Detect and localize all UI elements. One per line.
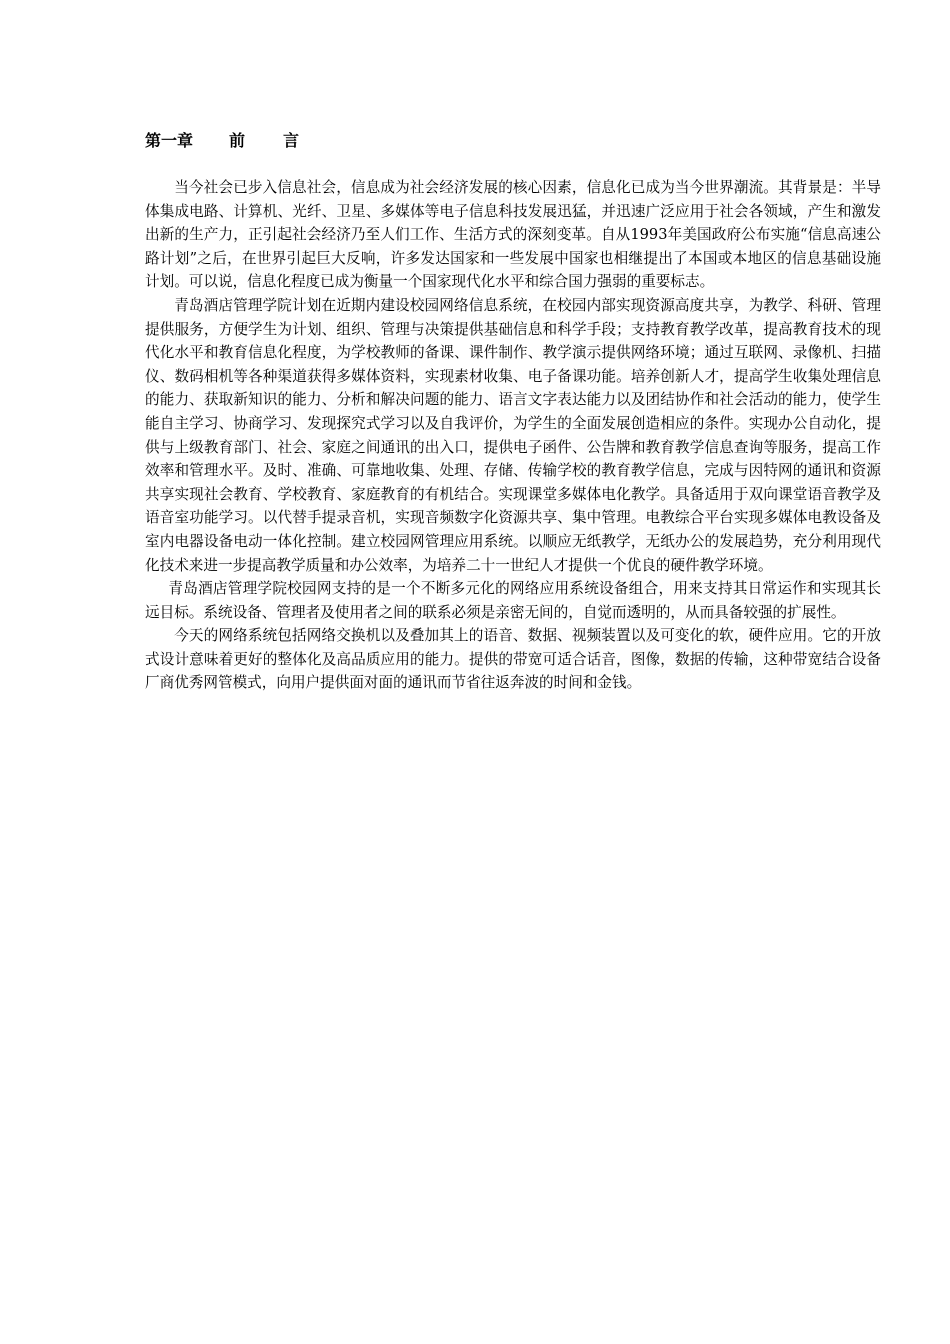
paragraph-network-system: 今天的网络系统包括网络交换机以及叠加其上的语音、数据、视频装置以及可变化的软，硬件应用。它的开放式设计意味着更好的整体化及高品质应用的能力。提供的带宽可适合话音，图像，数据的传输，这种带宽结合设备厂商优秀网管模式，向用户提供面对面的通讯而节省往返奔波的时间和金钱。 xyxy=(145,627,881,692)
chapter-title-char-1: 前 xyxy=(229,131,246,150)
paragraph-campus-network: 青岛酒店管理学院校园网支持的是一个不断多元化的网络应用系统设备组合，用来支持其日常运作和实现其长远目标。系统设备、管理者及使用者之间的联系必须是亲密无间的，自觉而透明的，从而具备较强的扩展性。 xyxy=(145,580,881,621)
chapter-number: 第一章 xyxy=(145,131,194,150)
chapter-heading xyxy=(145,128,299,151)
paragraph-background: 当今社会已步入信息社会，信息成为社会经济发展的核心因素，信息化已成为当今世界潮流。其背景是：半导体集成电路、计算机、光纤、卫星、多媒体等电子信息科技发展迅猛，并迅速广泛应用于社会各领域，产生和激发出新的生产力，正引起社会经济乃至人们工作、生活方式的深刻变革。自从1993年美国政府公布实施“信息高速公路计划”之后，在世界引起巨大反响，许多发达国家和一些发展中国家也相继提出了本国或本地区的信息基础设施计划。可以说，信息化程度已成为衡量一个国家现代化水平和综合国力强弱的重要标志。 xyxy=(145,179,881,291)
chapter-body xyxy=(145,176,881,695)
paragraph-campus-plan: 青岛酒店管理学院计划在近期内建设校园网络信息系统，在校园内部实现资源高度共享，为教学、科研、管理提供服务，方便学生为计划、组织、管理与决策提供基础信息和科学手段；支持教育教学改革，提高教育技术的现代化水平和教育信息化程度，为学校教师的备课、课件制作、教学演示提供网络环境；通过互联网、录像机、扫描仪、数码相机等各种渠道获得多媒体资料，实现素材收集、电子备课功能。培养创新人才，提高学生收集处理信息的能力、获取新知识的能力、分析和解决问题的能力、语言文字表达能力以及团结协作和社会活动的能力，使学生能自主学习、协商学习、发现探究式学习以及自我评价，为学生的全面发展创造相应的条件。实现办公自动化，提供与上级教育部门、社会、家庭之间通讯的出入口，提供电子函件、公告牌和教育教学信息查询等服务，提高工作效率和管理水平。及时、准确、可靠地收集、处理、存储、传输学校的教育教学信息，完成与因特网的通讯和资源共享实现社会教育、学校教育、家庭教育的有机结合。实现课堂多媒体电化教学。具备适用于双向课堂语音教学及语音室功能学习。以代替手提录音机，实现音频数字化资源共享、集中管理。电教综合平台实现多媒体电教设备及室内电器设备电动一体化控制。建立校园网管理应用系统。以顺应无纸教学，无纸办公的发展趋势，充分利用现代化技术来进一步提高教学质量和办公效率，为培养二十一世纪人才提供一个优良的硬件教学环境。 xyxy=(145,296,881,574)
chapter-title-char-2: 言 xyxy=(283,131,300,150)
